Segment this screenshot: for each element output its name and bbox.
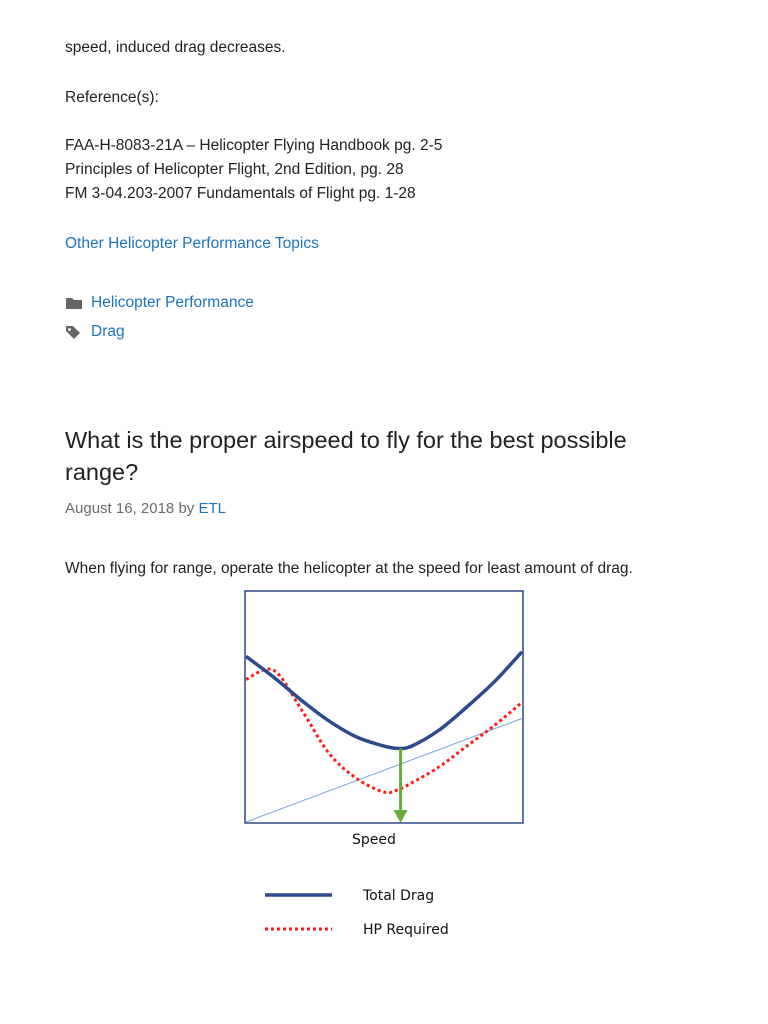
drag-chart — [240, 585, 540, 945]
post-title[interactable]: What is the proper airspeed to fly for the best possible range? — [65, 427, 627, 485]
reference-1: FAA-H-8083-21A – Helicopter Flying Handbook pg. 2-5 — [65, 137, 443, 154]
series-line-baseline — [246, 719, 522, 823]
min-drag-arrow-head — [394, 810, 408, 823]
legend-label-hp-required: HP Required — [363, 922, 449, 938]
references-heading: Reference(s): — [65, 89, 159, 106]
post-body: When flying for range, operate the helicopter at the speed for least amount of drag. — [65, 560, 633, 577]
author-link[interactable]: ETL — [198, 500, 226, 517]
folder-icon — [65, 295, 83, 311]
post-meta — [65, 498, 226, 520]
paragraph-end: speed, induced drag decreases. — [65, 39, 286, 56]
other-topics-link[interactable]: Other Helicopter Performance Topics — [65, 235, 319, 252]
post-date: August 16, 2018 — [65, 500, 175, 517]
drag-chart-svg — [240, 585, 540, 945]
category-row — [65, 292, 254, 314]
legend-label-total-drag: Total Drag — [363, 888, 435, 904]
post-by: by — [178, 500, 195, 517]
tag-row — [65, 321, 125, 343]
plot-frame — [245, 591, 523, 823]
tags-icon — [65, 324, 83, 340]
category-link[interactable]: Helicopter Performance — [91, 294, 254, 311]
x-axis-label: Speed — [352, 832, 396, 848]
reference-2: Principles of Helicopter Flight, 2nd Edition, pg. 28 — [65, 161, 404, 178]
tag-link[interactable]: Drag — [91, 323, 125, 340]
reference-3: FM 3-04.203-2007 Fundamentals of Flight pg. 1-28 — [65, 185, 416, 202]
